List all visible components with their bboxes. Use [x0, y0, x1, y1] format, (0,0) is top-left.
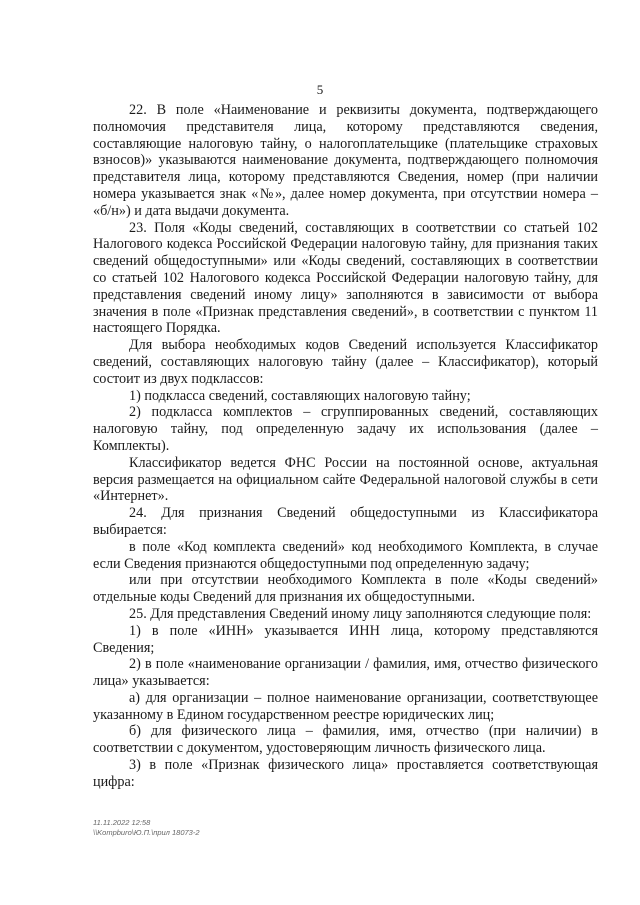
paragraph-subclass-1: 1) подкласса сведений, составляющих налоговую тайну; [129, 387, 471, 404]
page-number: 5 [316, 82, 324, 97]
footer-timestamp: 11.11.2022 12:58 [93, 818, 151, 827]
footer-file-path: \\Kompburo\Ю.П.\прил 18073-2 [93, 828, 200, 837]
paragraph-classifier-intro: Для выбора необходимых кодов Сведений используется Классификатор сведений, составляющих налоговую тайну (далее – Классификатор), который состоит из двух подклассов: [93, 337, 598, 387]
paragraph-23: 23. Поля «Коды сведений, составляющих в соответствии со статьей 102 Налогового кодекса Российской Федерации налоговую тайну, для признания таких сведений общедоступными» или «Коды сведений, составляющих в соответствии со статьей 102 Налогового кодекса Российской Федерации налоговую тайну, для представления сведений иному лицу» заполняются в зависимости от выбора значения в поле «Признак представления сведений», в соответствии с пунктом 11 настоящего Порядка. [93, 219, 598, 337]
paragraph-22: 22. В поле «Наименование и реквизиты документа, подтверждающего полномочия представителя лица, которому представляются сведения, составляющие налоговую тайну, о налогоплательщике (плательщике страховых взносов)» указываются наименование документа, подтверждающего полномочия представителя лица, которому представляются Сведения, номер (при наличии номера указывается знак «№», далее номер документа, при отсутствии номера – «б/н») и дата выдачи документа. [93, 102, 598, 219]
paragraph-25-individual: б) для физического лица – фамилия, имя, отчество (при наличии) в соответствии с документом, удостоверяющим личность физического лица. [93, 723, 598, 757]
document-body [93, 102, 598, 791]
paragraph-25-inn: 1) в поле «ИНН» указывается ИНН лица, которому представляются Сведения; [93, 622, 598, 656]
paragraph-24: 24. Для признания Сведений общедоступными из Классификатора выбирается: [93, 505, 598, 538]
paragraph-classifier-maintenance: Классификатор ведется ФНС России на постоянной основе, актуальная версия размещается на официальном сайте Федеральной налоговой службы в сети «Интернет». [93, 454, 598, 505]
paragraph-subclass-2: 2) подкласса комплектов – сгруппированных сведений, составляющих налоговую тайну, под определенную задачу их использования (далее – Комплекты). [93, 404, 598, 454]
paragraph-25: 25. Для представления Сведений иному лицу заполняются следующие поля: [129, 605, 592, 622]
paragraph-25-organization: а) для организации – полное наименование организации, соответствующее указанному в Едином государственном реестре юридических лиц; [93, 689, 598, 723]
paragraph-24-set-code: в поле «Код комплекта сведений» код необходимого Комплекта, в случае если Сведения признаются общедоступными под определенную задачу; [93, 538, 598, 572]
paragraph-25-name: 2) в поле «наименование организации / фамилия, имя, отчество физического лица» указывается: [93, 656, 598, 690]
paragraph-24-individual-codes: или при отсутствии необходимого Комплекта в поле «Коды сведений» отдельные коды Сведений для признания их общедоступными. [93, 572, 598, 606]
paragraph-25-individual-flag: 3) в поле «Признак физического лица» проставляется соответствующая цифра: [93, 757, 598, 790]
document-footer [93, 818, 200, 838]
